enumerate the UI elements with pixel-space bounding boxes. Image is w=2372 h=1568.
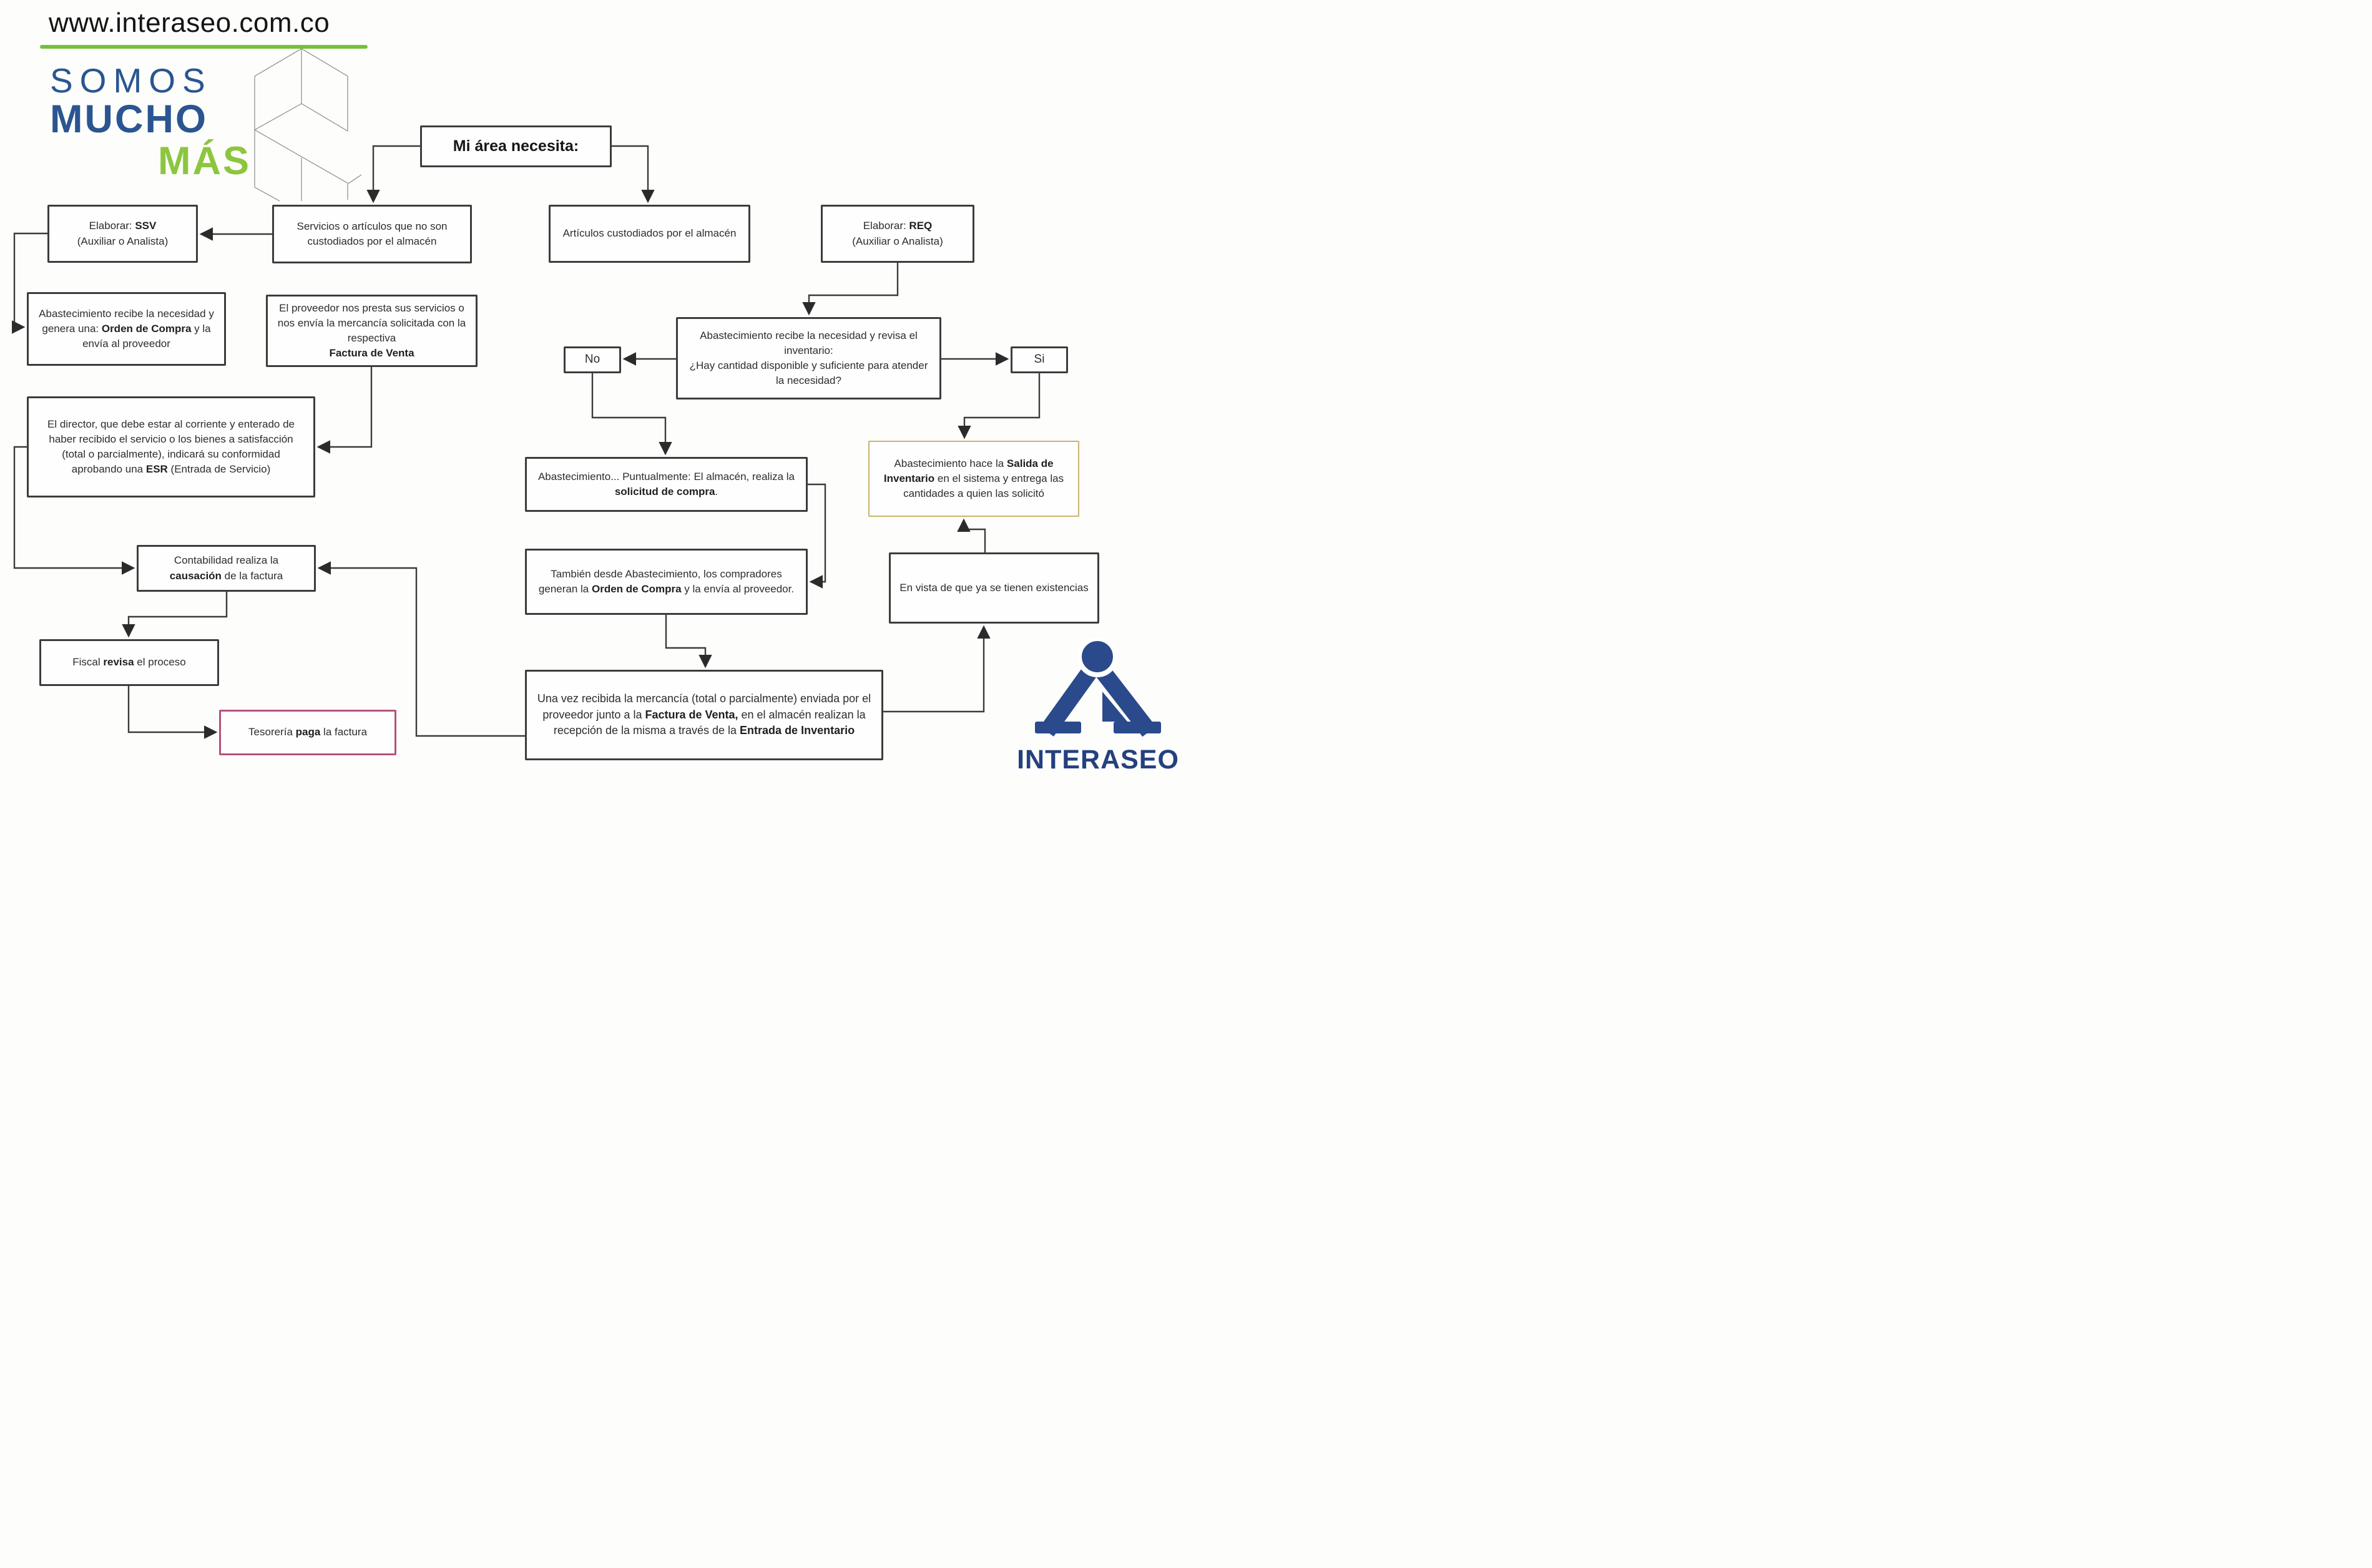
node-label: Una vez recibida la mercancía (total o parcialmente) enviada por el proveedor junto a la Factura de Venta, en el almacén realizan la recepción de la misma a través de la Entrada de Inventario	[537, 692, 871, 737]
interaseo-logo-text: INTERASEO	[1017, 745, 1179, 775]
slogan-line-mas: MÁS	[158, 139, 251, 184]
node-label: Abastecimiento hace la Salida de Inventario en el sistema y entrega las cantidades a quien las solicitó	[883, 457, 1064, 500]
node-label: Tesorería paga la factura	[248, 726, 367, 738]
node-si	[1011, 346, 1068, 373]
node-proveedor-factura-venta	[266, 295, 478, 367]
node-label: Mi área necesita:	[453, 137, 579, 155]
isometric-box-icon	[247, 37, 368, 206]
node-elaborar-ssv	[47, 205, 198, 263]
node-label: Abastecimiento recibe la necesidad y genera una: Orden de Compra y la envía al proveedor	[39, 307, 214, 350]
node-elaborar-req	[821, 205, 974, 263]
slogan-line-somos: SOMOS	[50, 61, 212, 100]
node-label: En vista de que ya se tienen existencias	[899, 581, 1089, 594]
site-url: www.interaseo.com.co	[49, 7, 330, 38]
node-label: El proveedor nos presta sus servicios o nos envía la mercancía solicitada con la respectiva Factura de Venta	[277, 301, 466, 360]
node-tambien-orden-compra	[525, 549, 808, 615]
node-decision-inventario	[676, 317, 941, 399]
node-abastecimiento-orden-compra	[27, 292, 226, 366]
node-salida-inventario	[868, 441, 1079, 517]
node-director-esr	[27, 396, 315, 497]
slogan-block	[50, 62, 257, 182]
node-articulos-custodiados	[549, 205, 750, 263]
node-label: Artículos custodiados por el almacén	[562, 227, 737, 240]
flowchart-page	[0, 0, 1186, 784]
node-contabilidad-causacion	[137, 545, 316, 592]
node-solicitud-compra	[525, 457, 808, 512]
node-label: Servicios o artículos que no son custodiados por el almacén	[296, 220, 448, 247]
interaseo-logo	[1010, 638, 1186, 775]
node-no	[564, 346, 621, 373]
node-mi-area-necesita	[420, 125, 612, 167]
node-label: Si	[1034, 353, 1045, 366]
node-label: Fiscal revisa el proceso	[72, 656, 186, 669]
node-servicios-no-custodiados	[272, 205, 472, 263]
node-label: También desde Abastecimiento, los compradores generan la Orden de Compra y la envía al proveedor.	[538, 567, 795, 595]
node-label: Elaborar: SSV (Auxiliar o Analista)	[77, 220, 169, 247]
node-tesoreria-paga	[219, 710, 396, 755]
node-label: No	[584, 353, 600, 366]
interaseo-logo-icon	[1034, 638, 1162, 738]
node-entrada-inventario	[525, 670, 883, 760]
node-label: Abastecimiento... Puntualmente: El almacén, realiza la solicitud de compra.	[537, 470, 795, 497]
node-label: El director, que debe estar al corriente y enterado de haber recibido el servicio o los bienes a satisfacción (total o parcialmente), indicará su conformidad aprobando una ESR (Entrada de Servicio)	[47, 418, 295, 476]
node-label: Contabilidad realiza la causación de la factura	[169, 554, 283, 582]
node-ya-existencias	[889, 552, 1099, 624]
slogan-line-mucho: MUCHO	[50, 97, 208, 142]
node-fiscal-revisa	[39, 639, 219, 686]
node-label: Elaborar: REQ (Auxiliar o Analista)	[852, 220, 943, 247]
node-label: Abastecimiento recibe la necesidad y revisa el inventario: ¿Hay cantidad disponible y suficiente para atender la necesidad?	[689, 329, 928, 387]
